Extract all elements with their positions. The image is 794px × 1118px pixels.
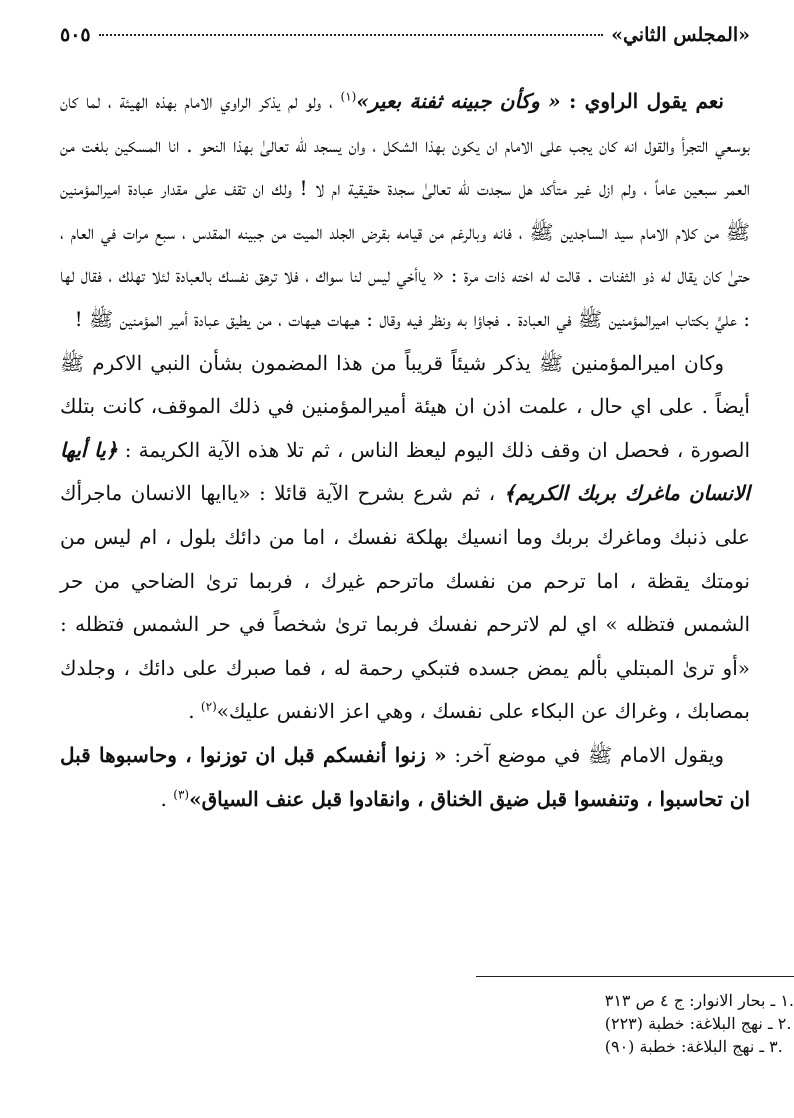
page-number: ٥٠٥	[60, 24, 91, 46]
body-text	[60, 80, 750, 821]
paragraph	[60, 80, 750, 342]
footnote-ref: (٢)	[200, 699, 217, 714]
text-run: .	[188, 699, 201, 724]
footnote-ref: (٣)	[173, 786, 190, 801]
text-run: ويقول الامام ﷺ في موضع آخر:	[446, 742, 724, 767]
quotation: نعم يقول الراوي :	[560, 89, 724, 113]
quotation: « وكأن جبينه ثفنة بعير»	[356, 89, 561, 113]
quotation: ﴿يا أيها الانسان ماغرك بربك الكريم﴾	[60, 437, 750, 506]
running-header	[60, 24, 750, 64]
paragraph	[60, 342, 750, 734]
text-run: ، ثم شرع بشرح الآية قائلا : «ياايها الانسان ماجرأك على ذنبك وماغرك بربك وما انسيك بهلكة نفسك ، اما من دائك بلول ، ام ليس من نومتك يقظة ، اما ترحم من نفسك ماترحم غيرك ، فربما ترىٰ الضاحي من حر الشمس فتظله » اي لم لاترحم نفسك فربما ترىٰ شخصاً في حر الشمس فتظله : «أو ترىٰ المبتلي بألم يمض جسده فتبكي رحمة له ، فما صبرك على دائك ، وجلدك بمصابك ، وغراك عن البكاء على نفسك ، وهي اعز الانفس عليك»	[60, 481, 750, 724]
text-run: .	[160, 786, 174, 811]
text-run: ، ولو لم يذكر الراوي الامام بهذه الهيئة ، لما كان بوسعي التجرأ والقول انه كان يجب على الامام ان يكون بهذا الشكل ، وان يسجد للّه تعالىٰ بهذا النحو . انا المسكين بلغت من العمر سبعين عاماً ، ولم ازل غير متأكد هل سجدت للّه تعالىٰ سجدة حقيقية ام لا ! ولك ان تقف على مقدار عبادة اميرالمؤمنين ﷺ من كلام الامام سيد الساجدين ﷺ ، فانه وبالرغم من قيامه بقرض الجلد الميت من جبينه المقدس ، سبع مرات في العام ، حتىٰ كان يقال له ذو الثفنات . قالت له اخته ذات مرة : « ياأخي ليس لنا سواك ، فلا ترهق نفسك بالعبادة لئلا تهلك ، فقال لها : عليَّ بكتاب اميرالمؤمنين ﷺ في العبادة . فجاؤا به ونظر فيه وقال : هيهات هيهات ، من يطيق عبادة أمير المؤمنين ﷺ !	[60, 89, 750, 331]
quotation: « زنوا أنفسكم قبل ان توزنوا ، وحاسبوها قبل ان تحاسبوا ، وتنفسوا قبل ضيق الخناق ، وانقادوا قبل عنف السياق»	[60, 742, 750, 811]
footnotes	[605, 989, 794, 1058]
footnote-ref: (١)	[340, 89, 357, 104]
footnote-separator	[476, 976, 794, 977]
footnote-1: ١ ـ بحار الانوار: ج ٤ ص ٣١٣.	[604, 991, 794, 1010]
text-run: وكان اميرالمؤمنين ﷺ يذكر شيئاً قريباً من هذا المضمون بشأن النبي الاكرم ﷺ أيضاً . على اي حال ، علمت اذن ان هيئة أميرالمؤمنين في ذلك الموقف، كانت بتلك الصورة ، فحصل ان وقف ذلك اليوم ليعظ الناس ، ثم تلا هذه الآية الكريمة :	[60, 350, 750, 462]
footnote-2: ٢ ـ نهج البلاغة: خطبة (٢٢٣).	[604, 1014, 792, 1033]
paragraph	[60, 734, 750, 821]
header-leader-dots	[99, 34, 603, 36]
footnote-3: ٣ ـ نهج البلاغة: خطبة (٩٠).	[604, 1037, 783, 1056]
page	[60, 24, 750, 821]
chapter-title: «المجلس الثاني»	[611, 24, 750, 46]
